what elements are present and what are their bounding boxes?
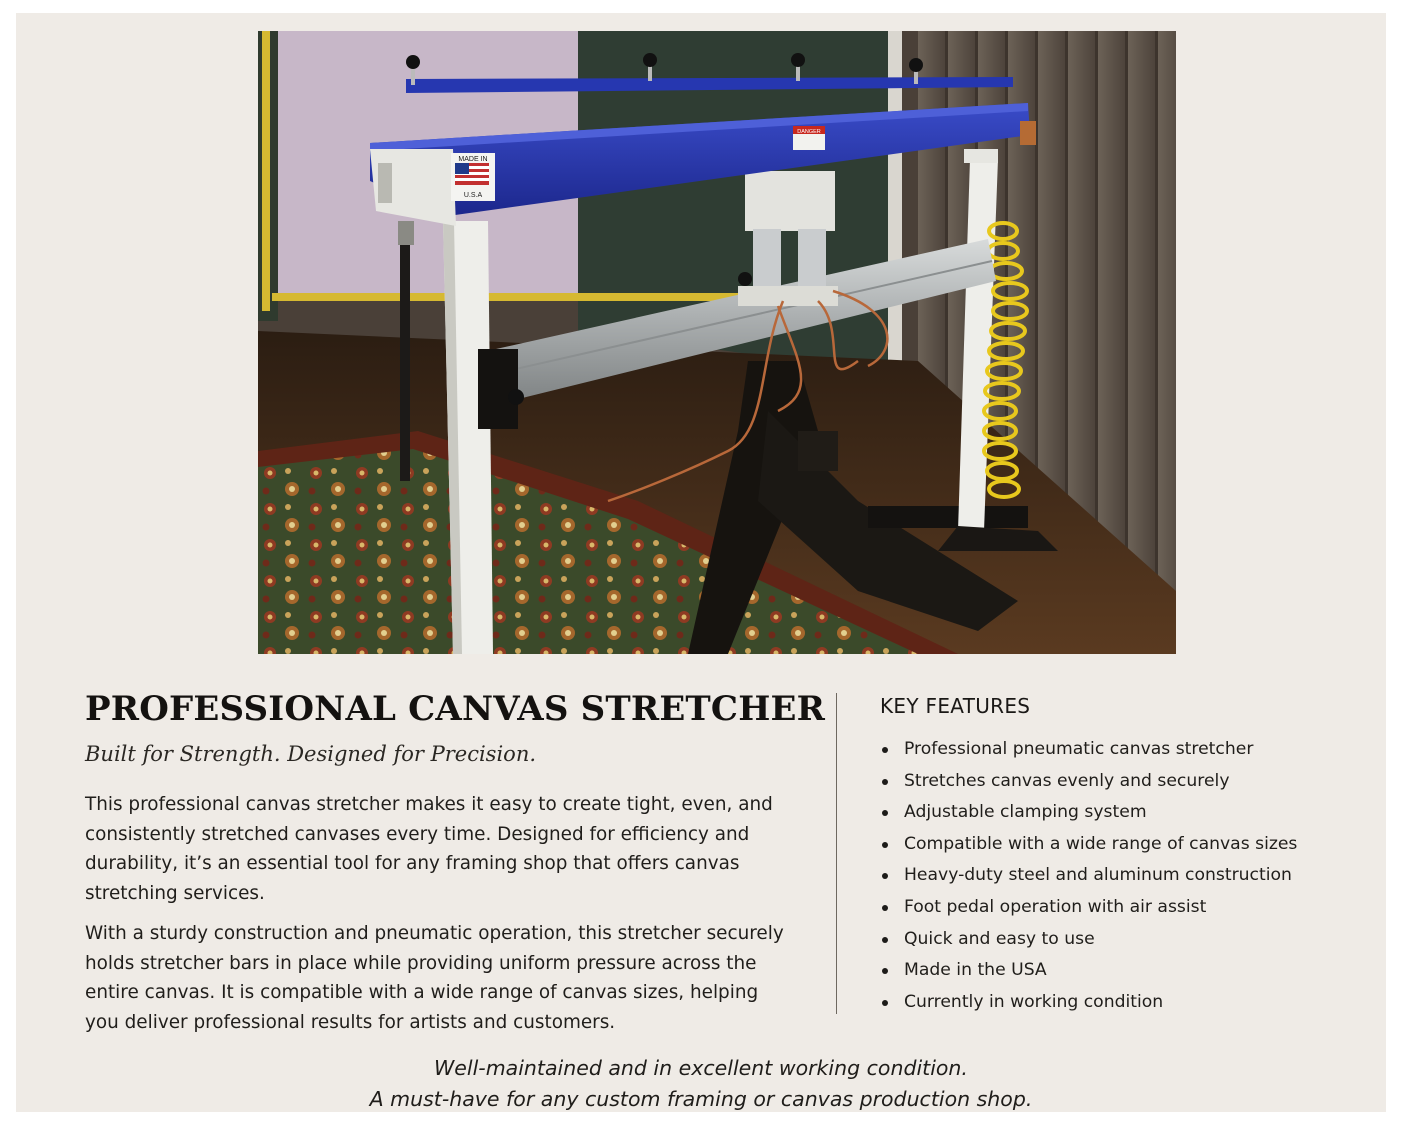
photo-label-danger: DANGER [797, 129, 821, 135]
description-paragraph-2: With a sturdy construction and pneumatic operation, this stretcher securely holds stretcher bars in place while providing uniform pressure across the entire canvas. It is compatible with a wide range of canvas sizes, helping you deliver professional results for artists and customers. [85, 923, 784, 1033]
photo-label-usa: U.S.A [463, 192, 483, 199]
product-photo [258, 31, 1176, 654]
closing-line-2: A must-have for any custom framing or canvas production shop. [369, 1087, 1033, 1111]
key-features-list [880, 734, 1297, 1018]
feature-item: Professional pneumatic canvas stretcher [880, 734, 1297, 766]
feature-item: Quick and easy to use [880, 924, 1297, 956]
feature-item: Foot pedal operation with air assist [880, 892, 1297, 924]
feature-item: Compatible with a wide range of canvas sizes [880, 829, 1297, 861]
key-features-heading: KEY FEATURES [880, 694, 1031, 718]
feature-item: Heavy-duty steel and aluminum construction [880, 860, 1297, 892]
feature-item: Stretches canvas evenly and securely [880, 766, 1297, 798]
product-tagline: Built for Strength. Designed for Precision. [85, 742, 537, 766]
feature-item: Adjustable clamping system [880, 797, 1297, 829]
description-paragraph-1: This professional canvas stretcher makes it easy to create tight, even, and consistently stretched canvases every time. Designed for efficiency and durability, it’s an essential tool for any framing shop that offers canvas stretching services. [85, 794, 773, 904]
photo-label-made-in: MADE IN [458, 156, 488, 163]
feature-item: Currently in working condition [880, 987, 1297, 1019]
column-divider [836, 693, 837, 1014]
listing-sheet [16, 13, 1386, 1112]
feature-item: Made in the USA [880, 955, 1297, 987]
product-title: PROFESSIONAL CANVAS STRETCHER [85, 689, 826, 729]
closing-line-1: Well-maintained and in excellent working condition. [434, 1056, 968, 1080]
